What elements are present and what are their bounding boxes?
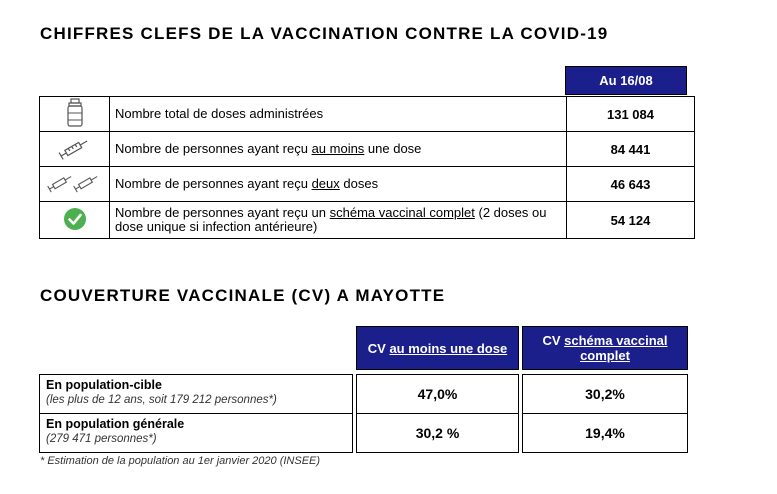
- row-label: Nombre de personnes ayant reçu au moins une dose: [110, 132, 567, 167]
- footnote: * Estimation de la population au 1er janvier 2020 (INSEE): [40, 455, 321, 467]
- row-label: Nombre total de doses administrées: [110, 97, 567, 132]
- table-row: [40, 414, 688, 453]
- row-label: Nombre de personnes ayant reçu deux doses: [110, 167, 567, 202]
- value-one-dose: 30,2 %: [357, 414, 519, 453]
- value-complete: 30,2%: [523, 375, 688, 414]
- syringe-icon: [40, 132, 110, 167]
- table-row: [40, 97, 695, 132]
- value-one-dose: 47,0%: [357, 375, 519, 414]
- value-complete: 19,4%: [523, 414, 688, 453]
- key-figures-table: [39, 96, 695, 239]
- check-circle-icon: [40, 202, 110, 239]
- date-column-header: Au 16/08: [565, 66, 687, 95]
- table-row: [40, 375, 688, 414]
- table-row: [40, 167, 695, 202]
- section2-title: COUVERTURE VACCINALE (CV) A MAYOTTE: [40, 286, 446, 305]
- vial-icon: [40, 97, 110, 132]
- header-cv-one-dose: CV au moins une dose: [357, 327, 519, 370]
- row-value: 54 124: [567, 202, 695, 239]
- section1-title: CHIFFRES CLEFS DE LA VACCINATION CONTRE LA COVID-19: [40, 24, 609, 43]
- row-label: En population-cible (les plus de 12 ans, soit 179 212 personnes*): [40, 375, 353, 414]
- row-value: 46 643: [567, 167, 695, 202]
- row-value: 84 441: [567, 132, 695, 167]
- header-row: [40, 327, 688, 370]
- row-value: 131 084: [567, 97, 695, 132]
- two-syringes-icon: [40, 167, 110, 202]
- row-label: Nombre de personnes ayant reçu un schéma vaccinal complet (2 doses ou dose unique si infection antérieure): [110, 202, 567, 239]
- table-row: [40, 202, 695, 239]
- header-cv-complete: CV schéma vaccinal complet: [523, 327, 688, 370]
- row-label: En population générale (279 471 personnes*): [40, 414, 353, 453]
- table-row: [40, 132, 695, 167]
- coverage-table: [39, 326, 688, 453]
